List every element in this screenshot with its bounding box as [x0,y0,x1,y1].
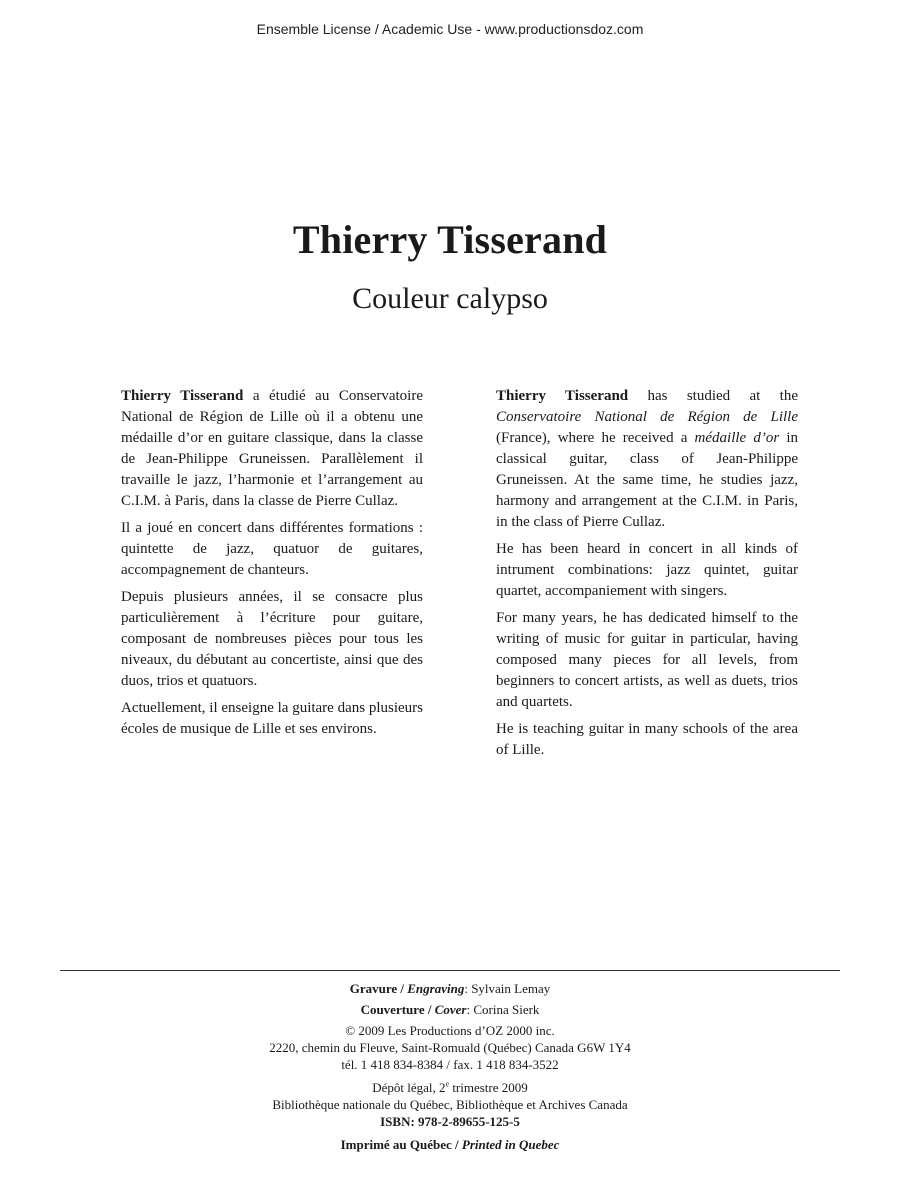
bio-en-conservatoire: Conservatoire National de Région de Lille [496,409,798,425]
engraving-credit [0,980,900,997]
license-header: Ensemble License / Academic Use - www.productionsdoz.com [256,21,644,37]
bio-en-p1-text-b: (France), where he received a [496,430,695,446]
credits-block [0,980,900,1153]
cover-credit [0,1001,900,1018]
bio-english [496,386,798,767]
bio-en-p1-text-c: in classical guitar, class of Jean-Philippe Gruneissen. At the same time, he studies jazz, harmony and arrangement at the C.I.M. in Paris, in the class of Pierre Cullaz. [496,430,799,530]
legal-deposit-a: Dépôt légal, 2 [372,1080,446,1095]
publisher-phone: tél. 1 418 834-8384 / fax. 1 418 834-3522 [341,1057,559,1072]
engraving-value: : Sylvain Lemay [464,981,551,996]
legal-deposit-b: trimestre 2009 [449,1080,528,1095]
isbn: ISBN: 978-2-89655-125-5 [380,1114,520,1129]
printed-en: Printed in Quebec [461,1137,560,1152]
publisher-address: 2220, chemin du Fleuve, Saint-Romuald (Québec) Canada G6W 1Y4 [269,1040,631,1055]
bio-en-name: Thierry Tisserand [496,388,629,404]
bio-en-paragraph-1 [496,386,798,533]
bio-en-paragraph-3: For many years, he has dedicated himself to the writing of music for guitar in particular, having composed many pieces for all levels, from beginners to concert artists, as well as duets, trios and quartets. [496,610,798,710]
bio-en-medal: médaille d’or [694,430,780,446]
bio-fr-paragraph-3: Depuis plusieurs années, il se consacre plus particulièrement à l’écriture pour guitare, composant de nombreuses pièces pour tous les niveaux, du débutant au concertiste, ainsi que des duos, trios et quatuors. [121,589,423,689]
copyright: © 2009 Les Productions d’OZ 2000 inc. [345,1023,555,1038]
cover-value: : Corina Sierk [466,1002,540,1017]
bio-fr-paragraph-4: Actuellement, il enseigne la guitare dans plusieurs écoles de musique de Lille et ses environs. [121,700,423,737]
printed-fr: Imprimé au Québec / [340,1137,462,1152]
bio-fr-p1-text: a étudié au Conservatoire National de Région de Lille où il a obtenu une médaille d’or en guitare classique, dans la classe de Jean-Philippe Gruneissen. Parallèlement il travaille le jazz, l’harmonie et l’arrangement au C.I.M. à Paris, dans la classe de Pierre Cullaz. [121,388,423,509]
legal-deposit [0,1079,900,1096]
cover-label-en: Cover [434,1002,467,1017]
piece-subtitle: Couleur calypso [352,282,548,315]
bio-fr-paragraph-1 [121,386,423,512]
bio-french [121,386,423,746]
cover-label-fr: Couverture / [360,1002,435,1017]
libraries: Bibliothèque nationale du Québec, Bibliothèque et Archives Canada [272,1097,628,1112]
bio-fr-paragraph-2: Il a joué en concert dans différentes formations : quintette de jazz, quatuor de guitares, accompagnement de chanteurs. [121,520,423,578]
bio-en-paragraph-4: He is teaching guitar in many schools of the area of Lille. [496,721,798,758]
bio-fr-name: Thierry Tisserand [121,388,244,404]
composer-title: Thierry Tisserand [292,217,608,262]
footer-divider [60,970,840,971]
legal-deposit-sup: e [445,1079,450,1089]
printed-in [0,1136,900,1153]
engraving-label-fr: Gravure / [349,981,408,996]
bio-en-paragraph-2: He has been heard in concert in all kinds of intrument combinations: jazz quintet, guitar quartet, accompaniement with singers. [496,541,798,599]
bio-en-p1-text-a: has studied at the [628,388,798,404]
engraving-label-en: Engraving [407,981,465,996]
